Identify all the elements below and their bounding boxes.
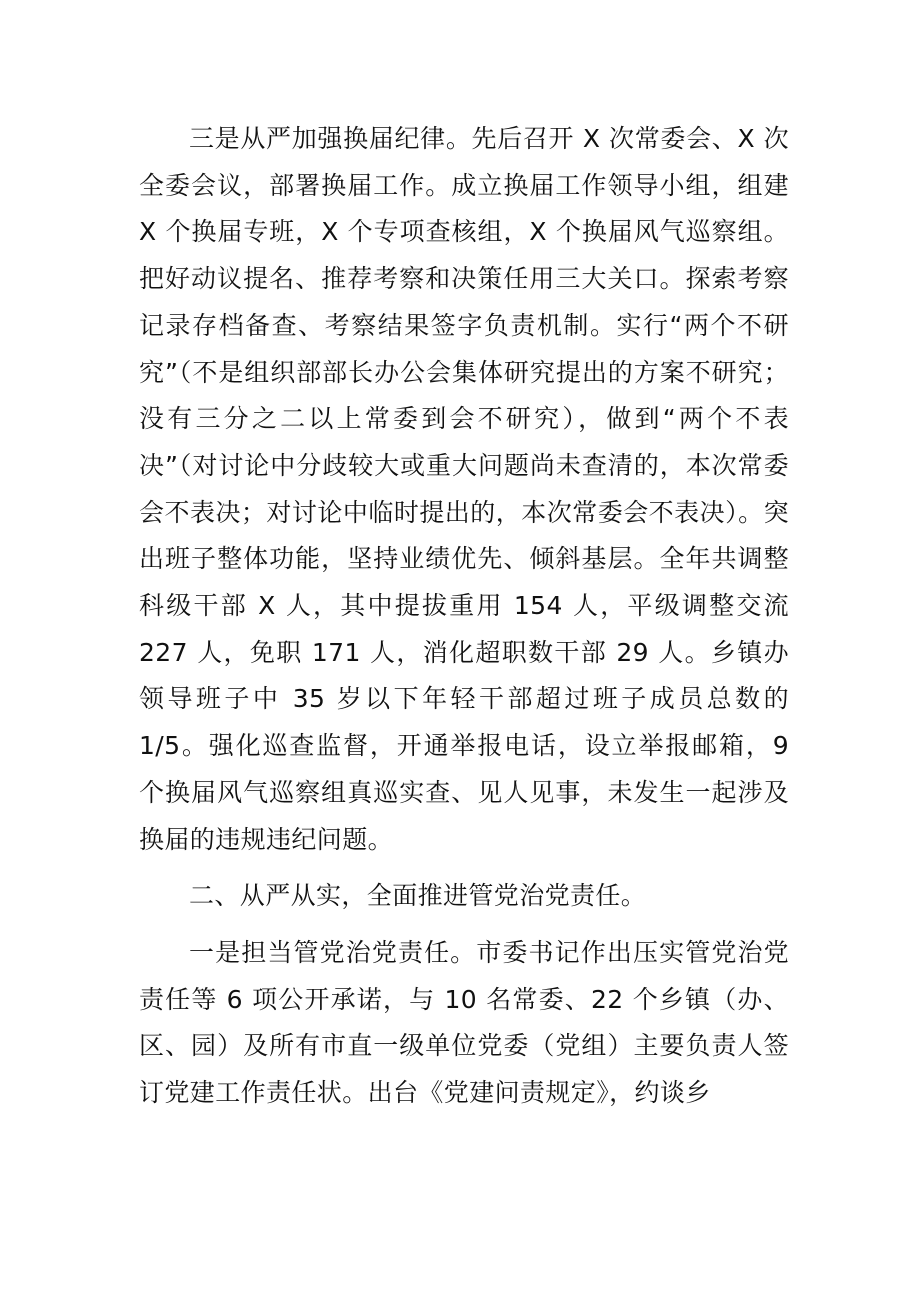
paragraph-spacer — [139, 920, 789, 930]
paragraph-discipline: 三是从严加强换届纪律。先后召开 X 次常委会、X 次全委会议，部署换届工作。成立换届工作领导小组，组建 X 个换届专班，X 个专项查核组，X 个换届风气巡察组。把好动议提名、推荐考察和决策任用三大关口。探索考察记录存档备查、考察结果签字负责机制。实行“两个不研究”（不是组织部部长办公会集体研究提出的方案不研究；没有三分之二以上常委到会不研究），做到“两个不表决”（对讨论中分歧较大或重大问题尚未查清的，本次常委会不表决；对讨论中临时提出的，本次常委会不表决）。突出班子整体功能，坚持业绩优先、倾斜基层。全年共调整科级干部 X 人，其中提拔重用 154 人，平级调整交流 227 人，免职 171 人，消化超职数干部 29 人。乡镇办领导班子中 35 岁以下年轻干部超过班子成员总数的 1/5。强化巡查监督，开通举报电话，设立举报邮箱，9 个换届风气巡察组真巡实查、见人见事，未发生一起涉及换届的违规违纪问题。 — [139, 124, 789, 854]
paragraph-responsibility: 一是担当管党治党责任。市委书记作出压实管党治党责任等 6 项公开承诺，与 10 名常委、22 个乡镇（办、区、园）及所有市直一级单位党委（党组）主要负责人签订党建工作责任状。出台《党建问责规定》，约谈乡 — [139, 937, 789, 1108]
document-body — [139, 116, 789, 1117]
section-heading: 二、从严从实，全面推进管党治党责任。 — [189, 881, 647, 911]
paragraph-spacer — [139, 863, 789, 873]
